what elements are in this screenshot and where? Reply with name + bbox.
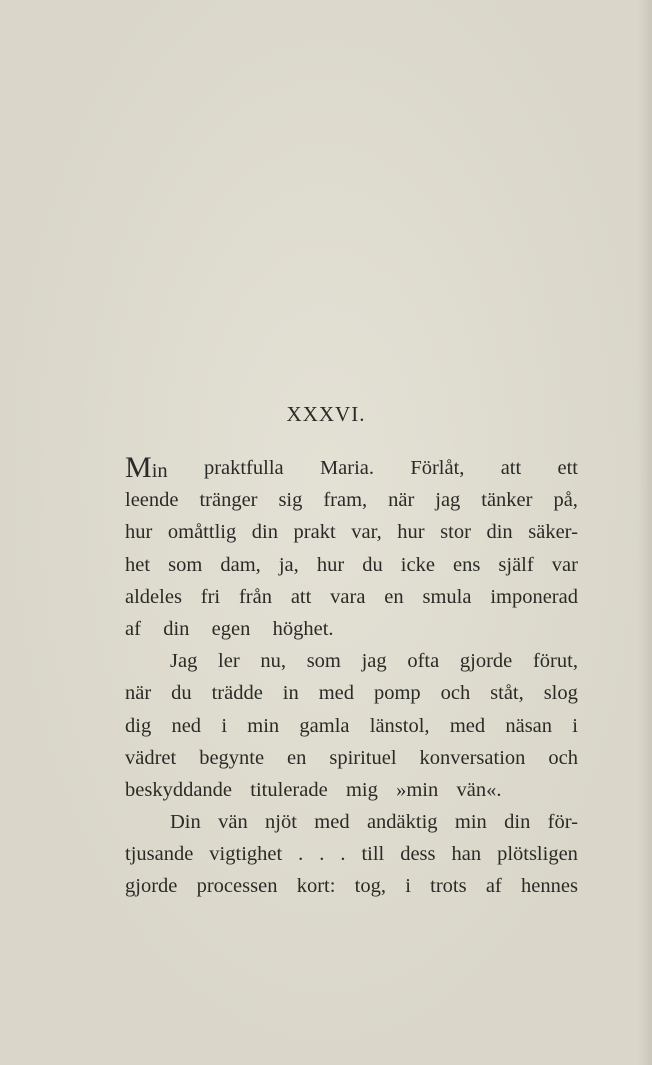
word: fri [200,585,221,608]
word: var, [351,521,382,544]
word: till [361,843,385,866]
word: för- [547,811,578,834]
word: dig [125,714,152,737]
word: ja, [278,553,299,576]
word: ned [171,714,202,737]
word: nu, [260,650,286,673]
text-line [125,806,578,838]
word: hur [397,521,425,544]
word: vän [218,811,248,834]
word: »min [396,778,439,801]
word: att [500,457,522,479]
word: en [384,585,404,608]
word: din [504,811,531,834]
word: i [405,875,411,898]
word: med [318,682,354,705]
word: med [449,714,486,737]
word: ett [557,457,578,479]
word: han [451,843,482,866]
text-line [125,677,578,709]
word: Din [170,811,201,834]
word: spirituel [329,746,397,769]
word: af [125,617,141,640]
word: trots [430,875,467,898]
word: . [340,843,346,866]
word: gamla [299,714,350,737]
text-line [125,613,578,645]
word: du [171,682,192,705]
word: tjusande [125,843,194,866]
word: trädde [211,682,263,705]
word: icke [400,553,435,576]
word: in [282,682,299,705]
word: en [287,746,307,769]
text-line [125,870,578,902]
word: andäktig [366,811,438,834]
word: ens [453,553,481,576]
word: Förlåt, [410,457,465,479]
word: ler [218,650,240,673]
word: ofta [407,650,440,673]
text-line [125,710,578,742]
word: imponerad [490,585,578,608]
word: fram, [323,489,368,512]
word: af [485,875,502,898]
word: plötsligen [497,843,578,866]
text-line [125,484,578,516]
text-line [125,549,578,581]
word: länstol, [369,714,430,737]
word: . [319,843,325,866]
word: vän«. [456,778,502,801]
word: kort: [296,875,336,898]
word: prakt [293,521,336,544]
word: du [362,553,383,576]
word: omåttlig [167,521,237,544]
word: som [168,553,203,576]
word: min [454,811,487,834]
word: vigtighet [209,843,283,866]
word: höghet. [272,617,334,640]
word: sig [278,489,303,512]
word: när [388,489,415,512]
word: Maria. [319,457,375,479]
word: konversation [419,746,526,769]
word: . [298,843,304,866]
word: jag [435,489,461,512]
page-edge-shadow [638,0,652,1065]
chapter-heading: XXXVI. [286,402,366,426]
word: dess [400,843,436,866]
word: att [290,585,312,608]
text-line [125,516,578,548]
word: i [221,714,228,737]
word: hennes [521,875,578,898]
word: själf [498,553,534,576]
text-line [125,452,578,484]
word: som [306,650,341,673]
body-text [125,452,578,903]
word: tränger [199,489,258,512]
text-line [125,645,578,677]
word: ståt, [490,682,524,705]
word: gjorde [125,875,178,898]
word: het [125,553,151,576]
word: egen [211,617,251,640]
word [125,452,168,484]
word: när [125,682,152,705]
word: hur [125,521,153,544]
word: pomp [373,682,421,705]
word: leende [125,489,179,512]
text-line [125,581,578,613]
word: vara [330,585,366,608]
word: din [251,521,278,544]
word: Jag [170,650,198,673]
word: begynte [199,746,265,769]
word: i [572,714,578,737]
word: hur [316,553,345,576]
word: på, [553,489,578,512]
word: gjorde [459,650,513,673]
word: min [247,714,280,737]
word: säker- [528,521,578,544]
word: titulerade [250,778,328,801]
word: näsan [505,714,553,737]
word: tänker [481,489,533,512]
word: förut, [532,650,578,673]
word: slog [543,682,578,705]
word: var [551,553,578,576]
word: beskyddande [125,778,233,801]
word: mig [345,778,378,801]
word: dam, [220,553,261,576]
word: tog, [354,875,386,898]
word: praktfulla [203,457,284,479]
word: med [314,811,350,834]
word: din [163,617,190,640]
word: vädret [125,746,177,769]
text-line [125,838,578,870]
word: jag [361,650,387,673]
word: stor [440,521,471,544]
word: processen [196,875,278,898]
word: och [548,746,578,769]
drop-cap-rest: in [151,460,168,482]
word: aldeles [125,585,182,608]
word: från [238,585,272,608]
text-line [125,742,578,774]
word: din [486,521,513,544]
word: och [440,682,471,705]
drop-cap-letter: M [125,451,152,484]
word: smula [422,585,472,608]
word: njöt [265,811,297,834]
text-line [125,774,578,806]
